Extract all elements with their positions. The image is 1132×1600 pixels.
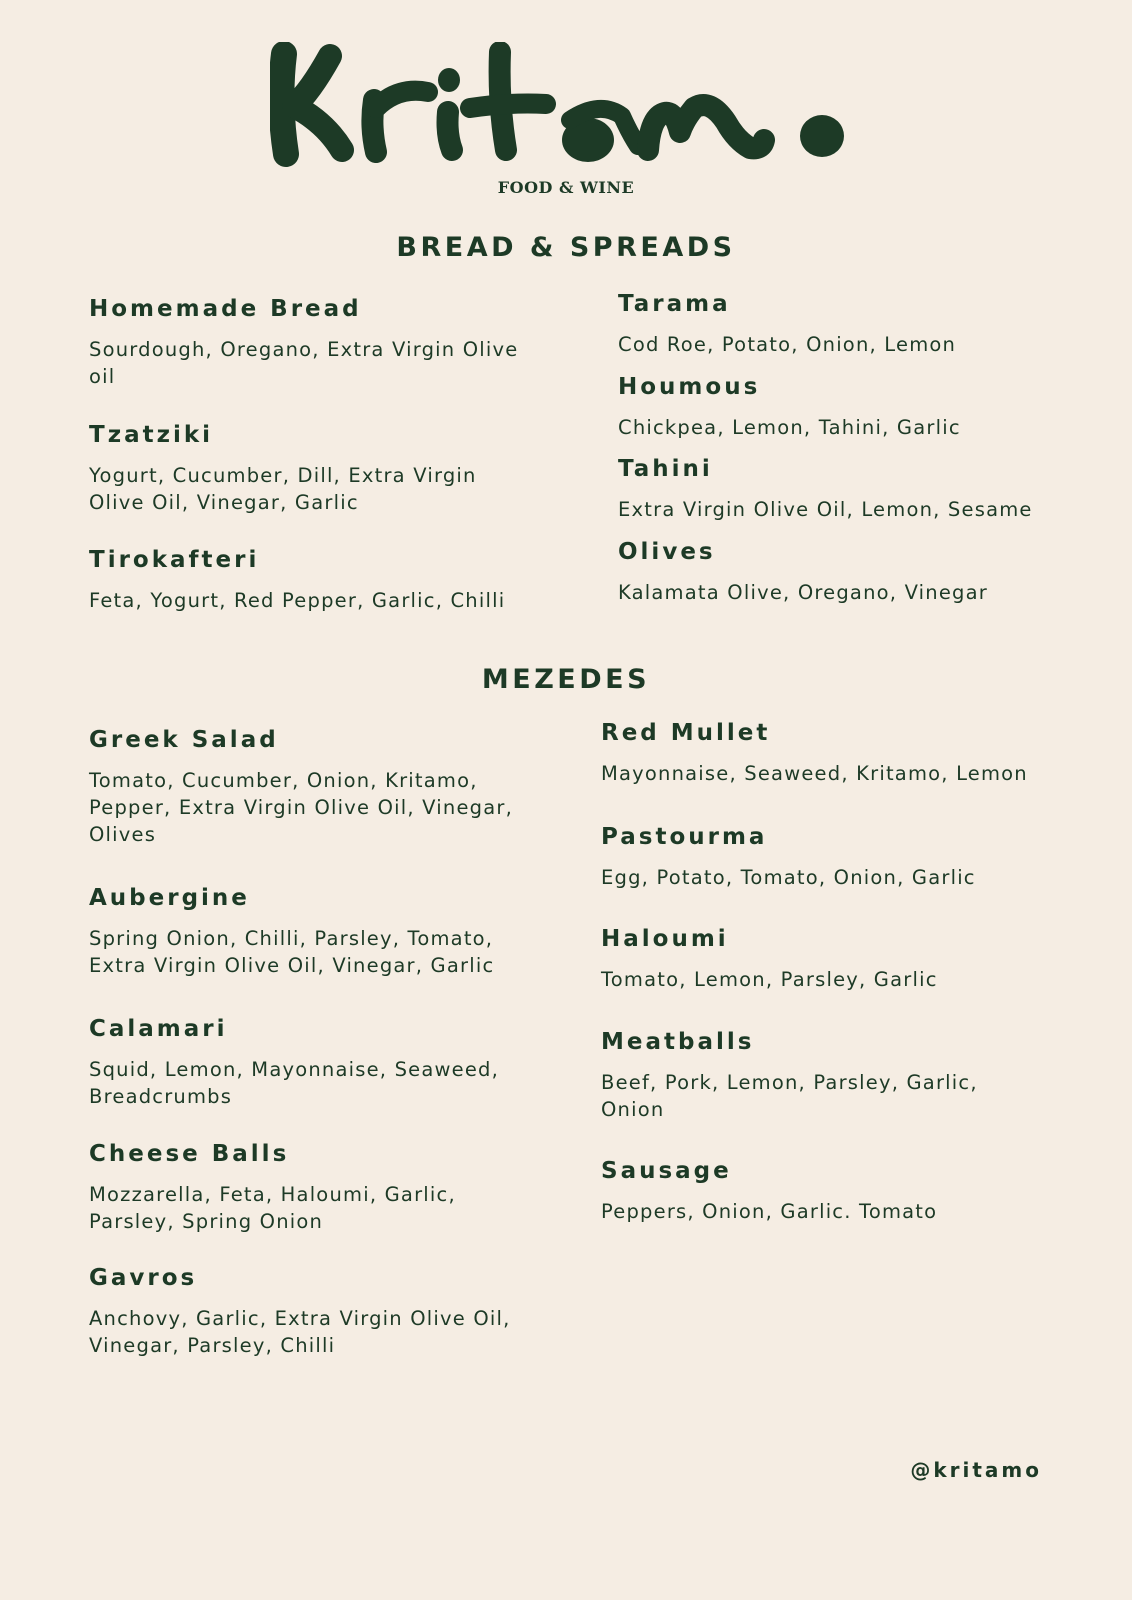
menu-item-name: Aubergine [89, 885, 250, 911]
menu-item-name: Haloumi [601, 926, 729, 952]
menu-item-name: Greek Salad [89, 727, 279, 753]
menu-item-name: Gavros [89, 1265, 198, 1291]
menu-item [601, 926, 1041, 993]
brand-logo [270, 42, 870, 172]
menu-item-name: Meatballs [601, 1029, 755, 1055]
menu-item-description: Mozzarella, Feta, Haloumi, Garlic, Parsley, Spring Onion [89, 1183, 456, 1233]
menu-item-description: Cod Roe, Potato, Onion, Lemon [618, 333, 957, 356]
menu-item [89, 1141, 529, 1235]
menu-item [89, 422, 519, 516]
section-title-bread: BREAD & SPREADS [396, 232, 736, 263]
menu-item [89, 296, 539, 390]
menu-item [618, 374, 1058, 441]
menu-item-description: Feta, Yogurt, Red Pepper, Garlic, Chilli [89, 589, 506, 612]
menu-item [89, 1016, 529, 1110]
menu-item [618, 291, 1058, 358]
menu-item-name: Cheese Balls [89, 1141, 290, 1167]
menu-item-description: Squid, Lemon, Mayonnaise, Seaweed, Breadcrumbs [89, 1058, 500, 1108]
menu-item-name: Calamari [89, 1016, 228, 1042]
menu-item-name: Olives [618, 539, 716, 565]
menu-item [89, 1265, 529, 1359]
menu-item [89, 885, 529, 979]
brand-tagline: FOOD & WINE [497, 178, 635, 197]
menu-item-description: Anchovy, Garlic, Extra Virgin Olive Oil, Vinegar, Parsley, Chilli [89, 1307, 511, 1357]
menu-item-name: Red Mullet [601, 720, 771, 746]
menu-item-name: Tarama [618, 291, 731, 317]
section-title-mezedes: MEZEDES [481, 664, 651, 695]
menu-item-description: Kalamata Olive, Oregano, Vinegar [618, 581, 988, 604]
menu-item-description: Spring Onion, Chilli, Parsley, Tomato, Extra Virgin Olive Oil, Vinegar, Garlic [89, 927, 495, 977]
menu-item [89, 727, 529, 848]
menu-item [601, 1029, 1001, 1123]
menu-item-name: Houmous [618, 374, 761, 400]
menu-item-description: Extra Virgin Olive Oil, Lemon, Sesame [618, 498, 1033, 521]
menu-item-description: Beef, Pork, Lemon, Parsley, Garlic, Onion [601, 1071, 978, 1121]
menu-item-name: Tahini [618, 456, 713, 482]
menu-item-description: Peppers, Onion, Garlic. Tomato [601, 1200, 938, 1223]
menu-item [618, 539, 1058, 606]
menu-item [89, 547, 539, 614]
menu-item-name: Tirokafteri [89, 547, 260, 573]
menu-item-description: Chickpea, Lemon, Tahini, Garlic [618, 416, 961, 439]
menu-item-description: Yogurt, Cucumber, Dill, Extra Virgin Olive Oil, Vinegar, Garlic [89, 464, 477, 514]
menu-item-description: Sourdough, Oregano, Extra Virgin Olive oil [89, 338, 519, 388]
menu-item [601, 720, 1061, 787]
menu-item [618, 456, 1078, 523]
menu-item-name: Pastourma [601, 824, 768, 850]
menu-item-description: Egg, Potato, Tomato, Onion, Garlic [601, 866, 976, 889]
menu-item [601, 824, 1041, 891]
menu-item-description: Tomato, Lemon, Parsley, Garlic [601, 968, 938, 991]
social-handle: @kritamo [910, 1458, 1042, 1482]
menu-item [601, 1158, 1041, 1225]
menu-item-name: Sausage [601, 1158, 732, 1184]
menu-item-name: Tzatziki [89, 422, 214, 448]
menu-item-name: Homemade Bread [89, 296, 362, 322]
menu-item-description: Tomato, Cucumber, Onion, Kritamo, Pepper, Extra Virgin Olive Oil, Vinegar, Olives [89, 769, 513, 846]
menu-item-description: Mayonnaise, Seaweed, Kritamo, Lemon [601, 762, 1028, 785]
